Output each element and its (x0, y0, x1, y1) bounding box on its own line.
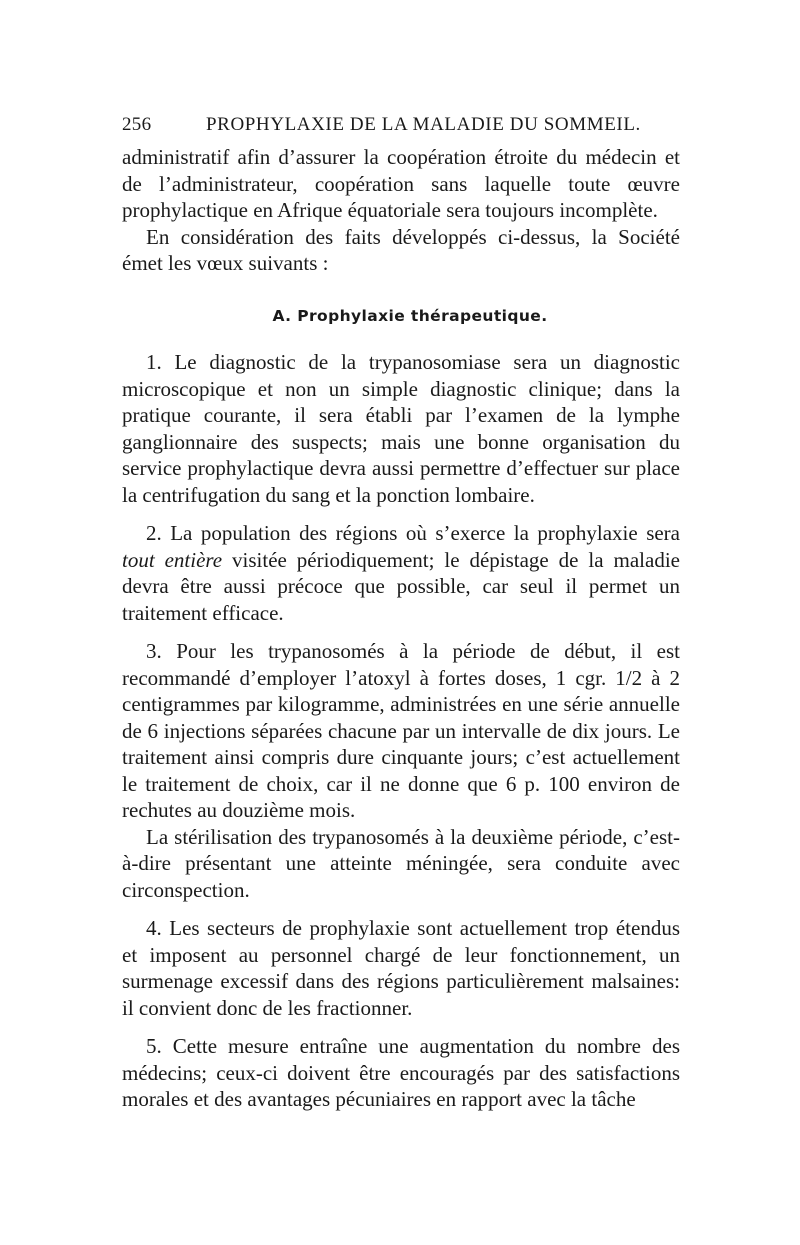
item-2-text-before: 2. La population des régions où s’exerce la prophylaxie sera (146, 521, 680, 545)
recommendation-item-2 (122, 520, 680, 626)
item-2-emphasis: tout entière (122, 547, 223, 572)
recommendation-item-1: 1. Le diagnostic de la trypanosomiase sera un diagnostic microscopique et non un simple diagnostic clinique; dans la pratique courante, il sera établi par l’examen de la lymphe ganglionnaire des suspects; mais une bonne organisation du service prophylactique devra aussi permettre d’effectuer sur place la centrifugation du sang et la ponction lombaire. (122, 350, 680, 507)
running-title: PROPHYLAXIE DE LA MALADIE DU SOMMEIL. (206, 114, 641, 135)
book-page (122, 114, 680, 1113)
page-header (122, 114, 680, 144)
recommendation-item-5: 5. Cette mesure entraîne une augmentation du nombre des médecins; ceux-ci doivent être encouragés par des satisfactions morales et des avantages pécuniaires en rapport avec la tâche (122, 1034, 680, 1111)
recommendation-item-3: 3. Pour les trypanosomés à la période de début, il est recommandé d’employer l’atoxyl à fortes doses, 1 cgr. 1/2 à 2 centigrammes par kilogramme, administrées en une série annuelle de 6 injections séparées chacune par un intervalle de dix jours. Le traitement ainsi compris dure cinquante jours; c’est actuellement le traitement de choix, car il ne donne que 6 p. 100 environ de rechutes au douzième mois. (122, 639, 680, 822)
item-2-text-after: visitée périodiquement; le dépistage de la maladie devra être aussi précoce que possible, car seul il permet un traitement efficace. (122, 547, 680, 625)
recommendation-item-4: 4. Les secteurs de prophylaxie sont actuellement trop étendus et imposent au personnel chargé de leur fonctionnement, un surmenage excessif dans des régions particulièrement malsaines: il convient donc de les fractionner. (122, 916, 680, 1020)
recommendation-item-3-continuation: La stérilisation des trypanosomés à la deuxième période, c’est-à-dire présentant une atteinte méningée, sera conduite avec circonspection. (122, 824, 680, 902)
page-body (122, 144, 680, 1113)
page-number: 256 (122, 114, 152, 135)
consideration-paragraph: En considération des faits développés ci-dessus, la Société émet les vœux suivants : (122, 224, 680, 275)
intro-paragraph: administratif afin d’assurer la coopération étroite du médecin et de l’administrateur, coopération sans laquelle toute œuvre prophylactique en Afrique équatoriale sera toujours incomplète. (122, 145, 680, 222)
section-heading: A. Prophylaxie thérapeutique. (272, 306, 548, 325)
